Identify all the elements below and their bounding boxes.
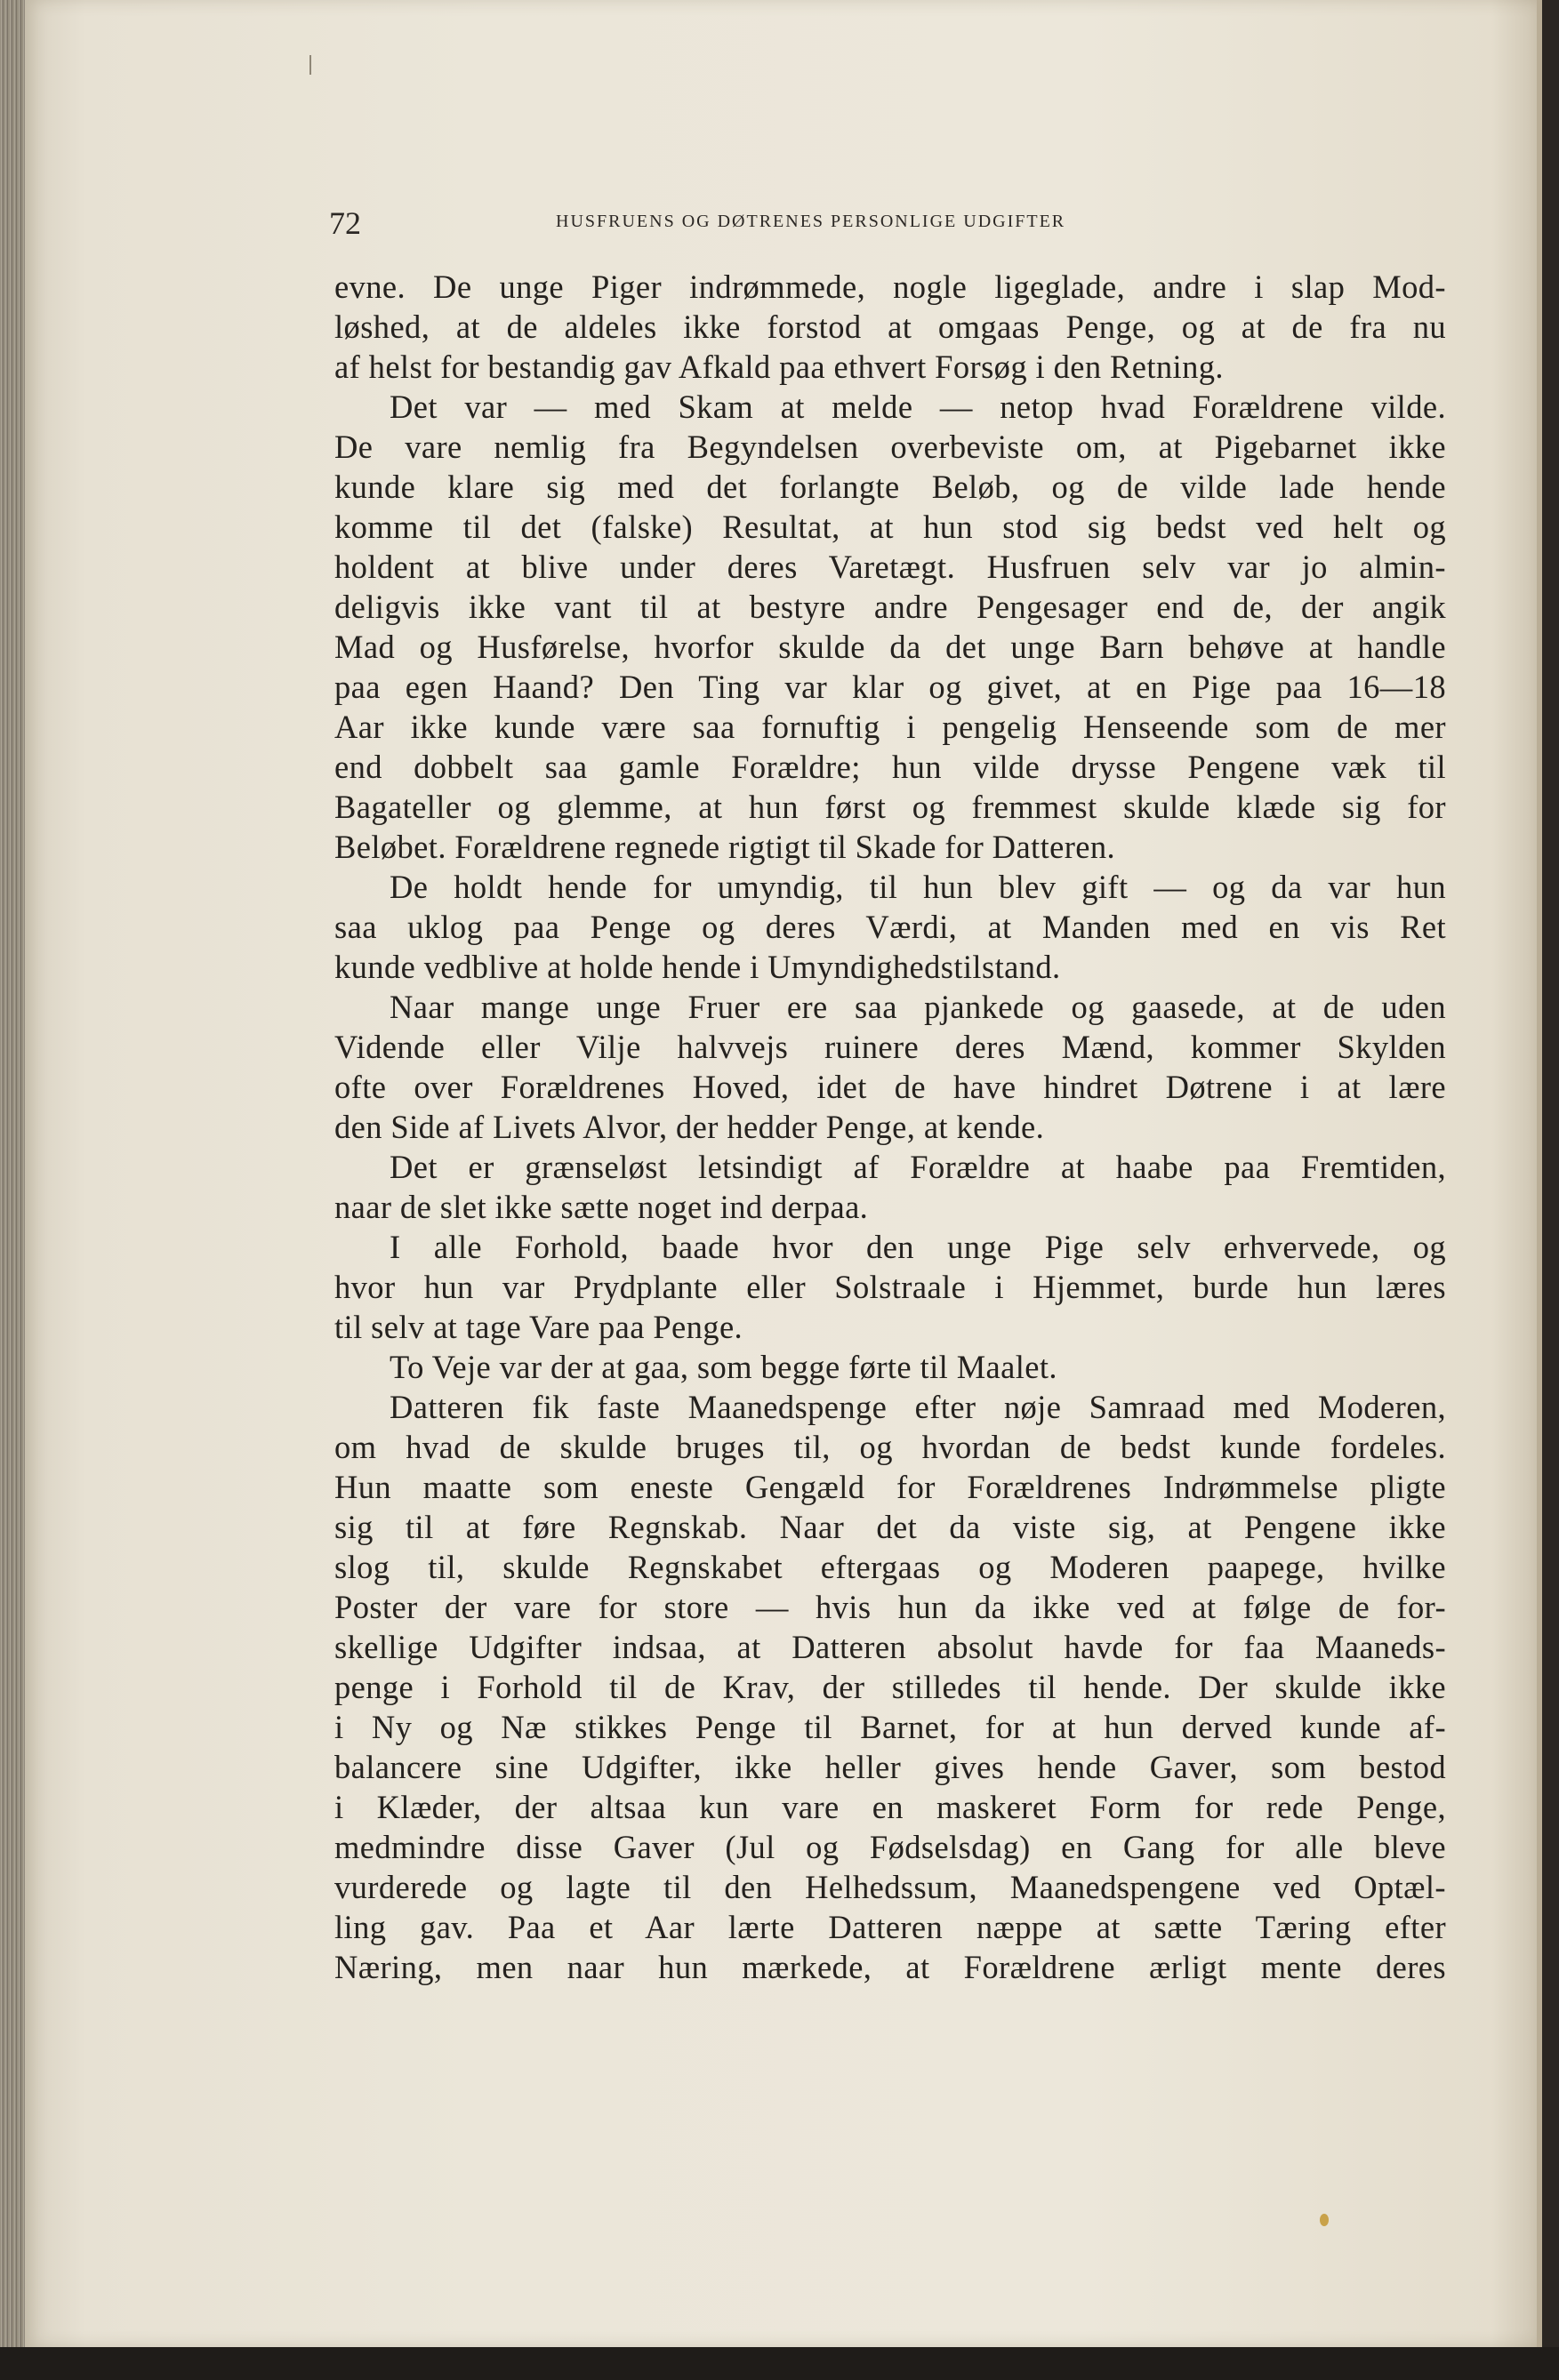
text-line: om hvad de skulde bruges til, og hvordan de bedst kunde fordeles.	[334, 1429, 1446, 1465]
text-line: den Side af Livets Alvor, der hedder Penge, at kende.	[334, 1109, 1045, 1145]
text-line: balancere sine Udgifter, ikke heller gives hende Gaver, som bestod	[334, 1749, 1446, 1785]
text-line: kunde vedblive at holde hende i Umyndighedstilstand.	[334, 949, 1061, 985]
text-line: naar de slet ikke sætte noget ind derpaa.	[334, 1189, 869, 1225]
text-line: sig til at føre Regnskab. Naar det da viste sig, at Pengene ikke	[334, 1509, 1446, 1545]
text-line: Datteren fik faste Maanedspenge efter nøje Samraad med Moderen,	[390, 1389, 1446, 1425]
scan-background	[0, 2347, 1559, 2380]
text-line: hvor hun var Prydplante eller Solstraale i Hjemmet, burde hun læres	[334, 1269, 1446, 1305]
text-line: penge i Forhold til de Krav, der stilledes til hende. Der skulde ikke	[334, 1669, 1446, 1705]
text-line: paa egen Haand? Den Ting var klar og givet, at en Pige paa 16—18	[334, 669, 1446, 705]
text-line: Naar mange unge Fruer ere saa pjankede og gaasede, at de uden	[390, 989, 1446, 1025]
text-line: i Ny og Næ stikkes Penge til Barnet, for at hun derved kunde af-	[334, 1709, 1446, 1745]
paper-stain	[1320, 2214, 1329, 2226]
text-line: De vare nemlig fra Begyndelsen overbeviste om, at Pigebarnet ikke	[334, 429, 1446, 465]
text-line: saa uklog paa Penge og deres Værdi, at Manden med en vis Ret	[334, 909, 1446, 945]
text-line: vurderede og lagte til den Helhedssum, Maanedspengene ved Optæl-	[334, 1869, 1446, 1905]
running-head: HUSFRUENS OG DØTRENES PERSONLIGE UDGIFTER	[556, 212, 1066, 231]
text-line: holdent at blive under deres Varetægt. Husfruen selv var jo almin-	[334, 549, 1446, 585]
text-line: i Klæder, der altsaa kun vare en maskeret Form for rede Penge,	[334, 1789, 1446, 1825]
text-line: slog til, skulde Regnskabet eftergaas og Moderen paapege, hvilke	[334, 1549, 1446, 1585]
text-line: De holdt hende for umyndig, til hun blev gift — og da var hun	[390, 869, 1446, 905]
body-text	[334, 267, 1446, 1987]
text-line: Beløbet. Forældrene regnede rigtigt til Skade for Datteren.	[334, 829, 1116, 865]
text-line: Det er grænseløst letsindigt af Forældre at haabe paa Fremtiden,	[390, 1149, 1446, 1185]
text-line: Det var — med Skam at melde — netop hvad Forældrene vilde.	[390, 389, 1446, 425]
text-line: kunde klare sig med det forlangte Beløb, og de vilde lade hende	[334, 469, 1446, 505]
page-header	[329, 204, 1218, 240]
text-line: To Veje var der at gaa, som begge førte til Maalet.	[390, 1349, 1057, 1385]
text-line: Næring, men naar hun mærkede, at Forældrene ærligt mente deres	[334, 1949, 1446, 1985]
text-line: Mad og Husførelse, hvorfor skulde da det unge Barn behøve at handle	[334, 629, 1446, 665]
text-line: af helst for bestandig gav Afkald paa ethvert Forsøg i den Retning.	[334, 349, 1224, 385]
text-line: Hun maatte som eneste Gengæld for Forældrenes Indrømmelse pligte	[334, 1469, 1446, 1505]
text-line: til selv at tage Vare paa Penge.	[334, 1309, 743, 1345]
book-binding-edge	[0, 0, 25, 2380]
text-line: Bagateller og glemme, at hun først og fremmest skulde klæde sig for	[334, 789, 1446, 825]
text-line: Aar ikke kunde være saa fornuftig i pengelig Henseende som de mer	[334, 709, 1446, 745]
page-number: 72	[329, 205, 361, 241]
text-line: Poster der vare for store — hvis hun da ikke ved at følge de for-	[334, 1589, 1446, 1625]
text-line: medmindre disse Gaver (Jul og Fødselsdag) en Gang for alle bleve	[334, 1829, 1446, 1865]
text-line: ofte over Forældrenes Hoved, idet de have hindret Døtrene i at lære	[334, 1069, 1446, 1105]
text-line: I alle Forhold, baade hvor den unge Pige selv erhvervede, og	[390, 1229, 1446, 1265]
text-line: end dobbelt saa gamle Forældre; hun vilde drysse Pengene væk til	[334, 749, 1446, 785]
text-line: Vidende eller Vilje halvvejs ruinere deres Mænd, kommer Skylden	[334, 1029, 1446, 1065]
text-line: ling gav. Paa et Aar lærte Datteren næppe at sætte Tæring efter	[334, 1909, 1446, 1945]
text-line: evne. De unge Piger indrømmede, nogle ligeglade, andre i slap Mod-	[334, 268, 1446, 305]
margin-mark	[309, 55, 311, 75]
text-line: komme til det (falske) Resultat, at hun stod sig bedst ved helt og	[334, 509, 1446, 545]
text-line: skellige Udgifter indsaa, at Datteren absolut havde for faa Maaneds-	[334, 1629, 1446, 1665]
text-line: deligvis ikke vant til at bestyre andre Pengesager end de, der angik	[334, 589, 1446, 625]
text-line: løshed, at de aldeles ikke forstod at omgaas Penge, og at de fra nu	[334, 309, 1446, 345]
